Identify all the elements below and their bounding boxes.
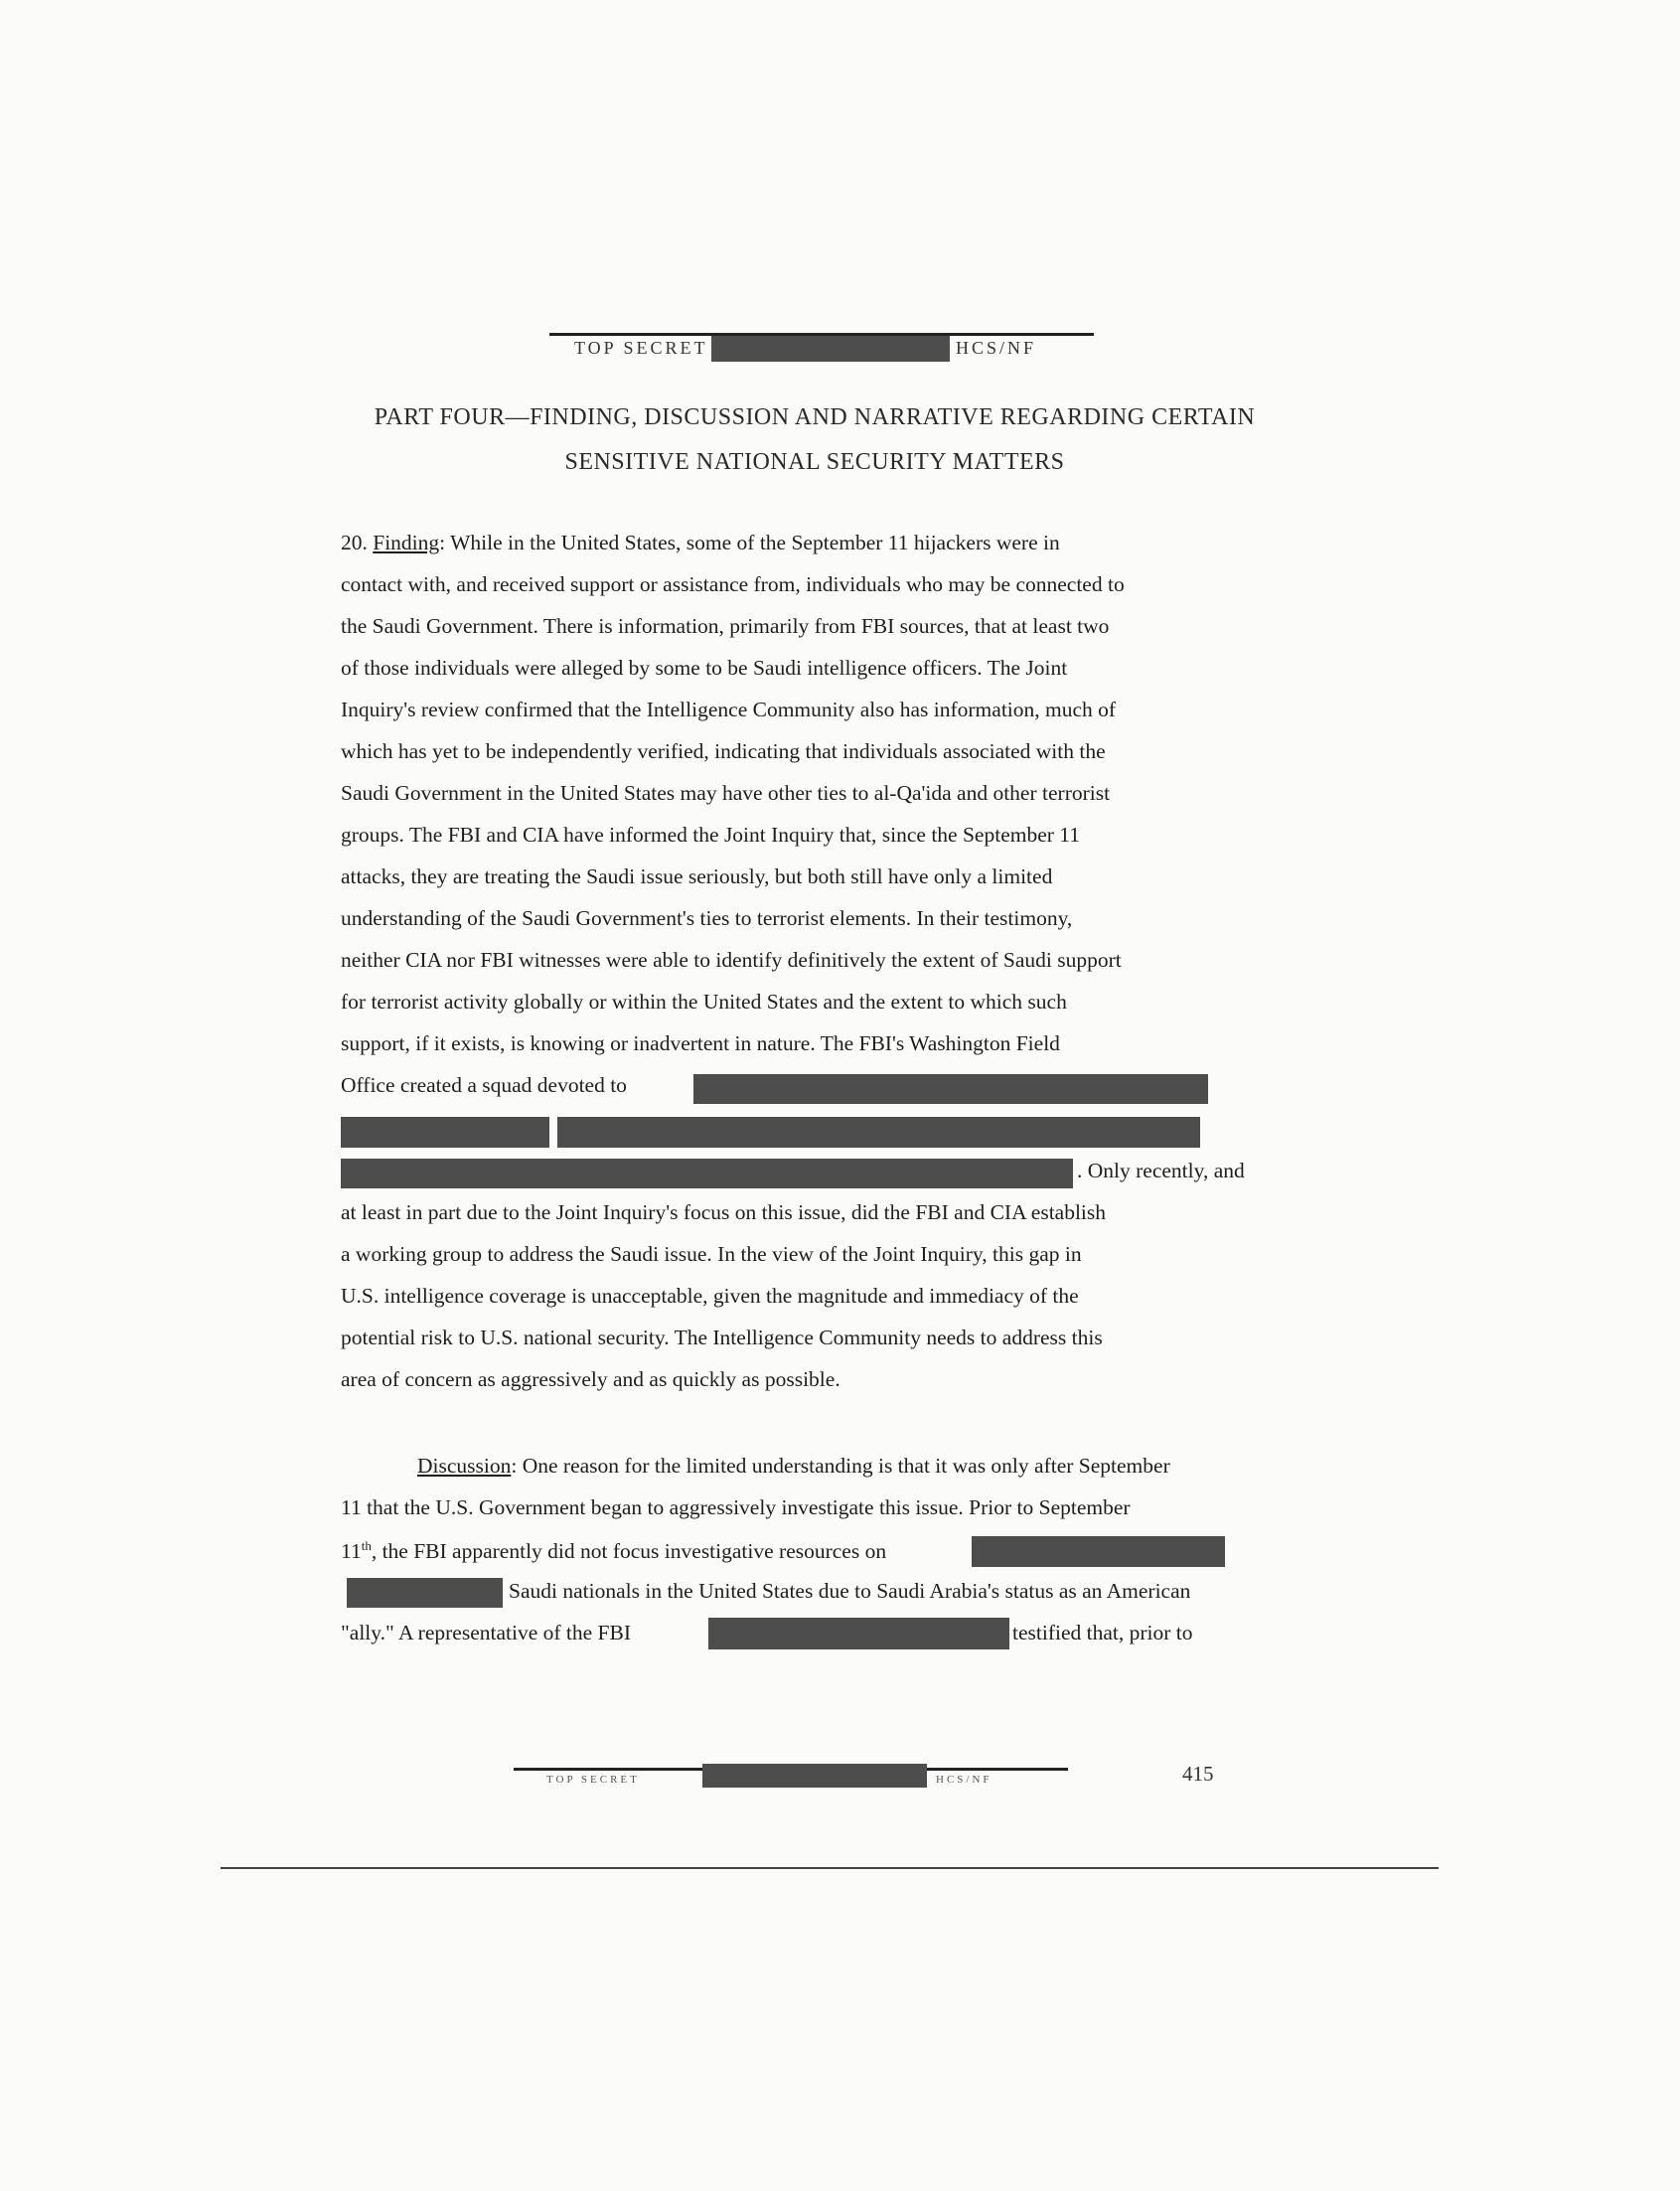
discussion-line-3 [341, 1539, 886, 1563]
finding-line-4: of those individuals were alleged by some to be Saudi intelligence officers. The Joint [341, 656, 1068, 680]
finding-label-colon: : [439, 531, 446, 554]
redaction-block [347, 1578, 503, 1608]
header-redaction [711, 336, 950, 362]
page-title-line-1: PART FOUR—FINDING, DISCUSSION AND NARRATIVE REGARDING CERTAIN [374, 404, 1256, 430]
footer-classification-right: HCS/NF [936, 1774, 993, 1786]
finding-label: Finding [373, 531, 440, 554]
discussion-line-6: testified that, prior to [1012, 1621, 1193, 1644]
discussion-label: Discussion [417, 1454, 512, 1478]
discussion-label-colon: : [511, 1454, 518, 1478]
finding-line-19: potential risk to U.S. national security. The Intelligence Community needs to address this [341, 1326, 1103, 1349]
discussion-line-1 [417, 1456, 1170, 1478]
redaction-block [693, 1074, 1208, 1104]
finding-line-10: understanding of the Saudi Government's ties to terrorist elements. In their testimony, [341, 906, 1073, 930]
finding-line-1 [341, 533, 1060, 554]
header-classification-right: HCS/NF [956, 338, 1037, 358]
header-classification-left: TOP SECRET [574, 338, 708, 358]
redaction-block [708, 1618, 1009, 1649]
redaction-block [557, 1117, 1200, 1148]
finding-number: 20. [341, 531, 368, 554]
finding-line-6: which has yet to be independently verified, indicating that individuals associated with the [341, 739, 1106, 763]
finding-line-14: Office created a squad devoted to [341, 1073, 627, 1097]
discussion-text-3: , the FBI apparently did not focus investigative resources on [371, 1539, 887, 1564]
finding-line-2: contact with, and received support or assistance from, individuals who may be connected to [341, 572, 1125, 596]
finding-line-8: groups. The FBI and CIA have informed the Joint Inquiry that, since the September 11 [341, 823, 1080, 847]
finding-line-9: attacks, they are treating the Saudi issue seriously, but both still have only a limited [341, 864, 1053, 888]
finding-text-1: While in the United States, some of the September 11 hijackers were in [450, 531, 1060, 554]
discussion-text-1: One reason for the limited understanding is that it was only after September [522, 1454, 1170, 1478]
discussion-line-2: 11 that the U.S. Government began to aggressively investigate this issue. Prior to September [341, 1495, 1131, 1519]
redaction-block [341, 1159, 1073, 1188]
finding-line-18: U.S. intelligence coverage is unacceptable, given the magnitude and immediacy of the [341, 1284, 1079, 1308]
finding-line-3: the Saudi Government. There is information, primarily from FBI sources, that at least two [341, 614, 1110, 638]
discussion-date-suffix: th [361, 1538, 372, 1553]
finding-line-12: for terrorist activity globally or within the United States and the extent to which such [341, 990, 1067, 1014]
page-title-line-2: SENSITIVE NATIONAL SECURITY MATTERS [564, 449, 1065, 475]
finding-line-20: area of concern as aggressively and as quickly as possible. [341, 1367, 840, 1391]
footer-redaction [702, 1764, 927, 1788]
redaction-block [972, 1536, 1225, 1567]
redaction-block [341, 1117, 549, 1148]
page-bottom-rule [221, 1867, 1439, 1869]
finding-line-7: Saudi Government in the United States may have other ties to al-Qa'ida and other terrorist [341, 781, 1111, 805]
discussion-date-number: 11 [341, 1539, 362, 1564]
finding-line-16: at least in part due to the Joint Inquiry's focus on this issue, did the FBI and CIA establish [341, 1200, 1107, 1224]
page-number: 415 [1182, 1762, 1214, 1786]
footer-classification-left: TOP SECRET [546, 1774, 640, 1786]
finding-line-17: a working group to address the Saudi issue. In the view of the Joint Inquiry, this gap in [341, 1242, 1082, 1266]
finding-line-5: Inquiry's review confirmed that the Intelligence Community also has information, much of [341, 698, 1117, 721]
discussion-line-4: Saudi nationals in the United States due to Saudi Arabia's status as an American [509, 1579, 1191, 1603]
finding-line-15: . Only recently, and [1077, 1159, 1245, 1182]
finding-line-11: neither CIA nor FBI witnesses were able to identify definitively the extent of Saudi support [341, 948, 1122, 972]
discussion-line-5: "ally." A representative of the FBI [341, 1621, 632, 1644]
finding-line-13: support, if it exists, is knowing or inadvertent in nature. The FBI's Washington Field [341, 1031, 1060, 1055]
